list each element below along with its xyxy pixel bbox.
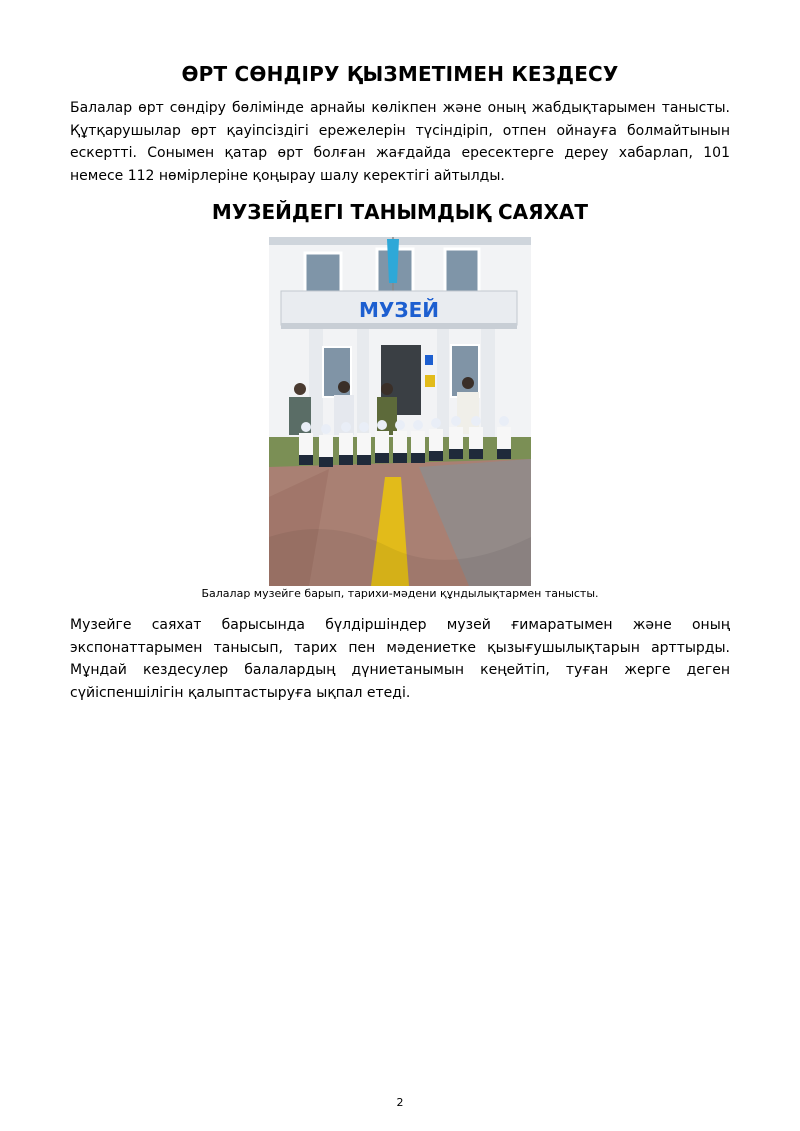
photo-caption: Балалар музейге барып, тарихи-мәдени құндылықтармен танысты. (201, 587, 599, 600)
page-number: 2 (396, 1096, 404, 1109)
museum-sign-text: МУЗЕЙ (359, 298, 439, 322)
section-title-fire-service: ӨРТ СӨНДІРУ ҚЫЗМЕТІМЕН КЕЗДЕСУ (181, 62, 619, 86)
museum-group-photo (269, 237, 531, 586)
fire-service-paragraph: Балалар өрт сөндіру бөлімінде арнайы көлікпен және оның жабдықтарымен танысты. Құтқарушылар өрт қауіпсіздігі ережелерін түсіндіріп, отпен ойнауға болмайтынын ескертті. Сонымен қатар өрт болған жағдайда ересектерге дереу хабарлап, 101 немесе 112 нөмірлеріне қоңырау шалу керектігі айтылды. (70, 100, 730, 184)
section-title-museum-trip: МУЗЕЙДЕГІ ТАНЫМДЫҚ САЯХАТ (211, 200, 589, 224)
museum-trip-paragraph: Музейге саяхат барысында бүлдіршіндер музей ғимаратымен және оның экспонаттарымен танысып, тарих пен мәдениетке қызығушылықтарын арттырды. Мұндай кездесулер балалардың дүниетанымын кеңейтіп, туған жерге деген сүйіспеншілігін қалыптастыруға ықпал етеді. (70, 617, 730, 701)
